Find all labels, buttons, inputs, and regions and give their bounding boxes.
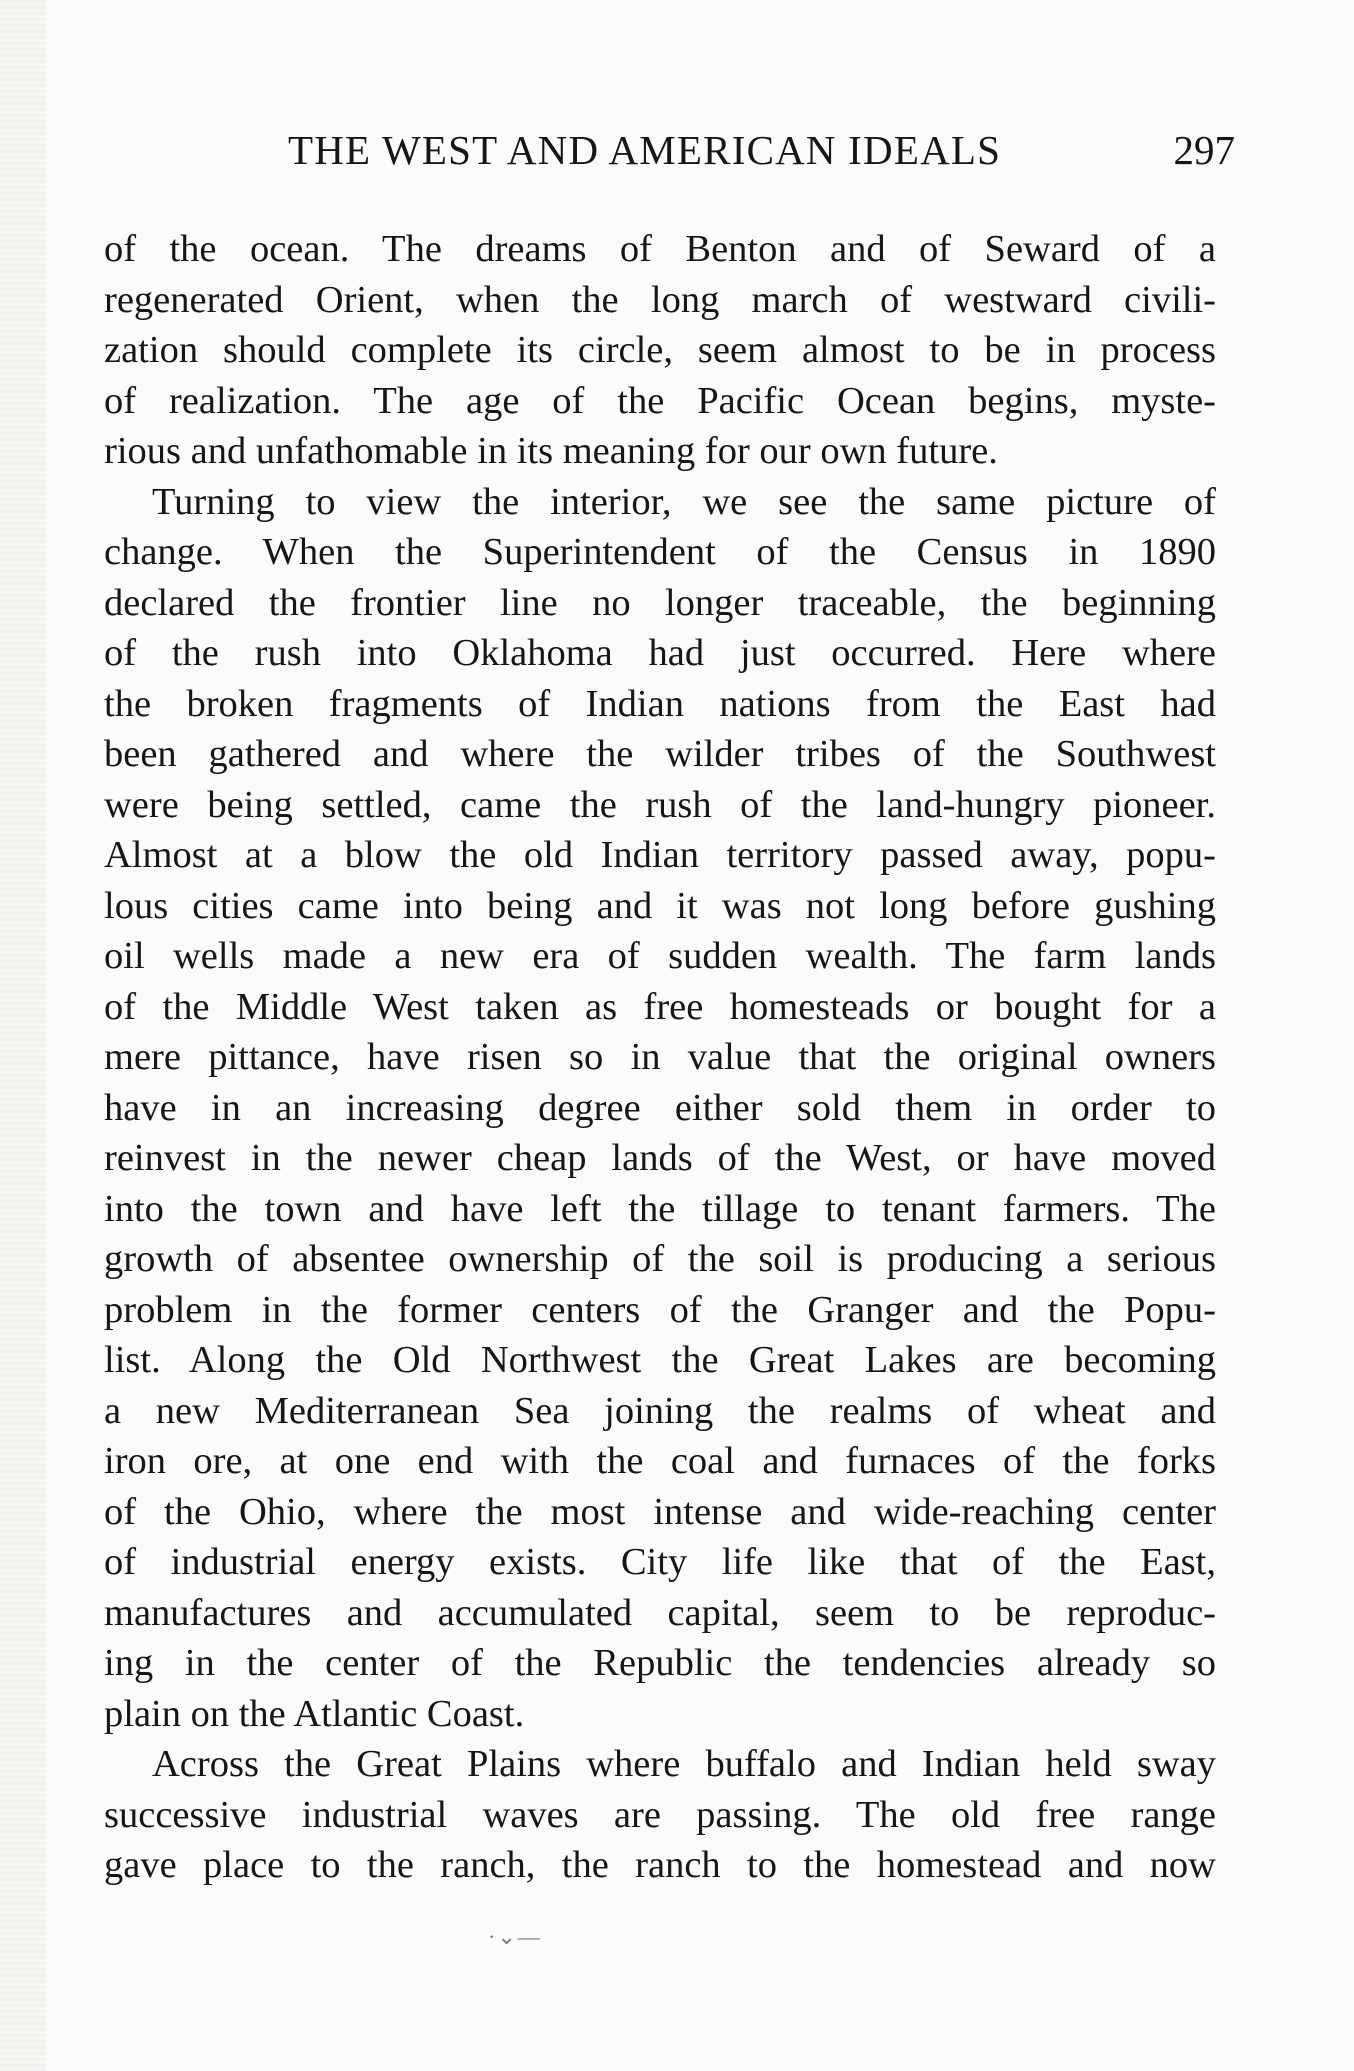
text-line: of the rush into Oklahoma had just occurred. Here where (104, 632, 1216, 674)
text-line: reinvest in the newer cheap lands of the West, or have moved (104, 1137, 1216, 1179)
body-text (104, 224, 1216, 1891)
text-line: declared the frontier line no longer traceable, the beginning (104, 581, 1216, 624)
text-line: list. Along the Old Northwest the Great Lakes are becoming (104, 1339, 1216, 1381)
text-line: of the Ohio, where the most intense and wide-reaching center (104, 1490, 1216, 1533)
text-line: of the Middle West taken as free homesteads or bought for a (104, 985, 1216, 1028)
text-line: problem in the former centers of the Granger and the Popu- (104, 1288, 1216, 1331)
text-line: Across the Great Plains where buffalo and Indian held sway (152, 1743, 1216, 1785)
text-line: regenerated Orient, when the long march of westward civili- (104, 278, 1216, 321)
page-header (288, 126, 1235, 178)
text-line: iron ore, at one end with the coal and furnaces of the forks (104, 1440, 1216, 1482)
text-line: of realization. The age of the Pacific Ocean begins, myste- (104, 379, 1216, 422)
text-line: zation should complete its circle, seem almost to be in process (104, 329, 1216, 371)
text-line: Turning to view the interior, we see the same picture of (152, 480, 1216, 523)
text-line: were being settled, came the rush of the land-hungry pioneer. (104, 783, 1216, 826)
text-line: Almost at a blow the old Indian territory passed away, popu- (104, 834, 1216, 876)
text-line: mere pittance, have risen so in value that the original owners (104, 1036, 1216, 1078)
text-line: gave place to the ranch, the ranch to the homestead and now (104, 1844, 1216, 1886)
text-line: of industrial energy exists. City life like that of the East, (104, 1541, 1216, 1583)
text-line: a new Mediterranean Sea joining the realms of wheat and (104, 1389, 1216, 1432)
text-line: been gathered and where the wilder tribes of the Southwest (104, 733, 1216, 775)
page-number: 297 (1173, 127, 1235, 173)
text-line: plain on the Atlantic Coast. (104, 1692, 525, 1735)
text-line: growth of absentee ownership of the soil is producing a serious (104, 1238, 1216, 1280)
text-line: of the ocean. The dreams of Benton and of Seward of a (104, 228, 1216, 270)
text-line: the broken fragments of Indian nations from the East had (104, 682, 1216, 725)
running-head: THE WEST AND AMERICAN IDEALS (288, 127, 1002, 173)
text-line: ing in the center of the Republic the tendencies already so (104, 1642, 1216, 1684)
text-line: rious and unfathomable in its meaning for our own future. (104, 430, 998, 472)
printer-mark: ·⌄— (488, 1924, 542, 1949)
text-line: change. When the Superintendent of the Census in 1890 (104, 531, 1216, 573)
text-line: oil wells made a new era of sudden wealth. The farm lands (104, 935, 1216, 977)
text-line: have in an increasing degree either sold them in order to (104, 1086, 1216, 1129)
text-line: into the town and have left the tillage to tenant farmers. The (104, 1187, 1216, 1230)
text-line: lous cities came into being and it was not long before gushing (104, 884, 1216, 927)
text-line: manufactures and accumulated capital, seem to be reproduc- (104, 1591, 1216, 1634)
scan-edge (0, 0, 46, 2071)
text-line: successive industrial waves are passing. The old free range (104, 1793, 1216, 1836)
